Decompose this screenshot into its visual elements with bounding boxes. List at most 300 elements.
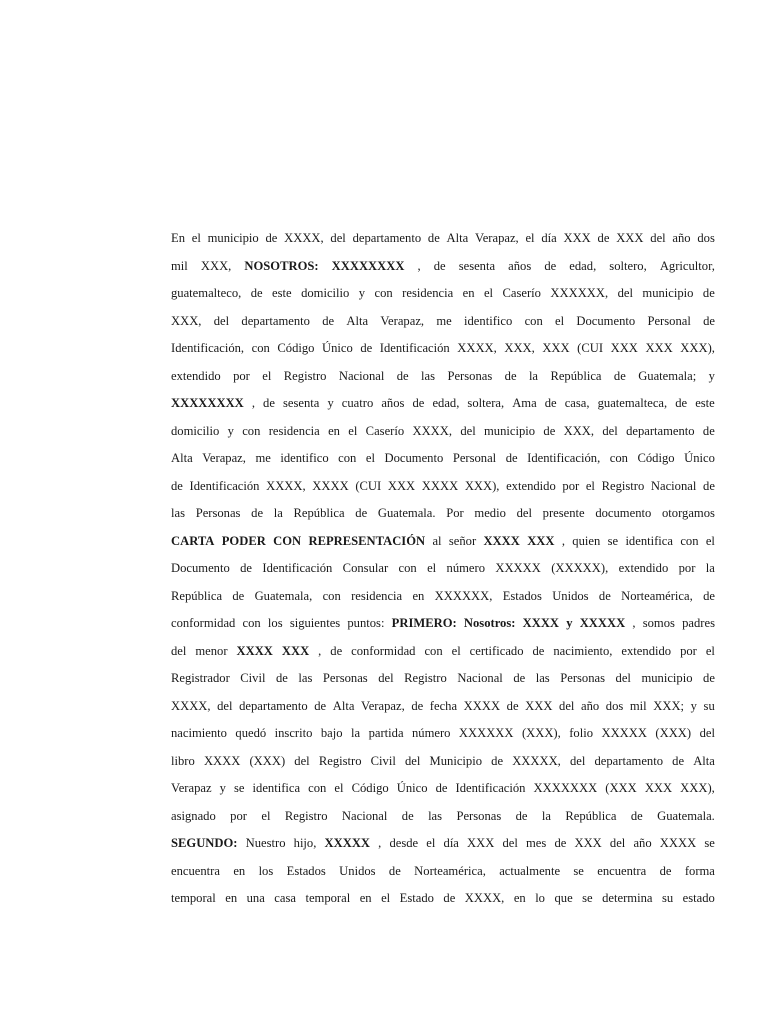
document-word: presente bbox=[542, 506, 585, 520]
document-word: con bbox=[338, 451, 357, 465]
document-word: Identificación bbox=[262, 561, 333, 575]
document-word: residencia bbox=[402, 286, 454, 300]
document-word: Alta bbox=[332, 698, 355, 713]
document-word: XXX bbox=[616, 231, 644, 245]
document-word: de bbox=[314, 698, 327, 713]
document-word: XXXXXX, bbox=[434, 588, 493, 603]
document-line bbox=[171, 225, 715, 253]
document-word: Verapaz, bbox=[202, 451, 246, 465]
document-word: Identificación bbox=[189, 478, 260, 493]
document-word: de bbox=[401, 808, 414, 823]
document-word: de bbox=[554, 836, 567, 850]
document-word: de bbox=[702, 286, 715, 300]
document-word: con bbox=[308, 781, 327, 795]
document-word: Municipio bbox=[429, 753, 483, 768]
document-word: del bbox=[405, 753, 421, 768]
document-word: partida bbox=[368, 726, 404, 740]
document-word: el bbox=[427, 561, 437, 575]
document-line bbox=[171, 610, 715, 638]
document-word: en bbox=[328, 423, 340, 438]
document-word: las bbox=[428, 808, 443, 823]
document-word: XXXX, bbox=[412, 423, 452, 438]
document-word: Alta bbox=[346, 313, 369, 328]
document-word: municipio bbox=[641, 671, 693, 685]
document-word: Consular bbox=[342, 561, 389, 575]
document-word: Nacional bbox=[341, 808, 388, 823]
document-word: de bbox=[265, 231, 278, 245]
document-word: quedó bbox=[235, 726, 267, 740]
document-word: (XXX) bbox=[249, 753, 286, 768]
document-word: la bbox=[541, 808, 551, 823]
document-word: Verapaz, bbox=[380, 313, 425, 328]
document-word: día bbox=[541, 231, 557, 245]
document-word: con bbox=[398, 561, 417, 575]
document-word: en bbox=[462, 286, 475, 300]
document-word: con bbox=[424, 643, 443, 658]
document-word: Unidos bbox=[552, 588, 589, 603]
document-word: de bbox=[703, 671, 715, 685]
document-word: el bbox=[555, 313, 565, 328]
document-word: Verapaz, bbox=[361, 698, 405, 713]
document-word: los bbox=[258, 863, 274, 878]
document-word: del bbox=[378, 671, 394, 685]
document-word: Código bbox=[277, 341, 315, 355]
document-word: de bbox=[597, 231, 610, 245]
document-word: temporal bbox=[305, 891, 351, 905]
document-word: dos bbox=[605, 698, 624, 713]
document-word: de bbox=[702, 423, 715, 438]
document-word: número bbox=[446, 561, 485, 575]
document-word: mil bbox=[171, 258, 188, 273]
document-word: con bbox=[242, 616, 261, 630]
document-word: XXX, bbox=[200, 258, 232, 273]
document-word: departamento bbox=[594, 753, 664, 768]
document-word: XXXXXX, bbox=[550, 286, 609, 300]
document-line bbox=[171, 390, 715, 418]
document-word: de bbox=[396, 368, 409, 383]
document-word: NOSOTROS: bbox=[244, 258, 319, 273]
document-word: Por bbox=[446, 506, 464, 520]
document-word: año bbox=[581, 698, 600, 713]
document-word: la bbox=[351, 726, 361, 740]
document-word: XXX, bbox=[504, 341, 535, 355]
document-word: XXXXX bbox=[579, 616, 626, 630]
document-word: por bbox=[680, 643, 697, 658]
document-word: XXX bbox=[281, 643, 310, 658]
document-word: Unidos bbox=[339, 863, 376, 878]
document-line bbox=[171, 748, 715, 776]
document-word: departamento bbox=[239, 698, 308, 713]
document-word: de bbox=[427, 231, 440, 245]
document-word: el bbox=[705, 643, 715, 658]
document-word: del bbox=[516, 506, 532, 520]
document-word: el bbox=[381, 891, 391, 905]
document-word: XXX bbox=[387, 478, 416, 493]
document-word: guatemalteco, bbox=[171, 286, 242, 300]
document-word: del bbox=[609, 836, 626, 850]
document-word: su bbox=[703, 698, 715, 713]
document-word: sesenta bbox=[283, 396, 320, 410]
document-word: XXXX bbox=[659, 836, 697, 850]
document-word: en bbox=[225, 891, 238, 905]
document-word: Guatemala. bbox=[377, 506, 436, 520]
document-word: casa, bbox=[564, 396, 590, 410]
document-word: XXX bbox=[467, 836, 495, 850]
document-word: Registro bbox=[601, 478, 645, 493]
document-word: Personas bbox=[447, 368, 493, 383]
document-word: guatemalteca, bbox=[597, 396, 668, 410]
document-word: Civil bbox=[370, 753, 396, 768]
document-word: , bbox=[417, 258, 421, 273]
document-word: Registro bbox=[318, 753, 362, 768]
document-word: de bbox=[388, 863, 401, 878]
document-word: menor bbox=[195, 643, 228, 658]
document-word: Código bbox=[351, 781, 389, 795]
document-line bbox=[171, 363, 715, 391]
document-word: se bbox=[704, 836, 715, 850]
document-word: Único bbox=[684, 451, 715, 465]
document-word: el bbox=[705, 533, 715, 548]
document-word: con bbox=[680, 533, 699, 548]
document-word: de bbox=[613, 368, 626, 383]
document-word: la bbox=[705, 561, 715, 575]
document-word: XXXXXXX bbox=[533, 781, 598, 795]
document-line bbox=[171, 858, 715, 886]
document-word: identifica bbox=[252, 781, 301, 795]
document-word: identifico bbox=[280, 451, 329, 465]
document-word: XXXXXX bbox=[458, 726, 514, 740]
document-word: del bbox=[569, 753, 586, 768]
document-word: los bbox=[267, 616, 283, 630]
document-word: señor bbox=[448, 533, 477, 548]
document-word: este bbox=[695, 396, 715, 410]
document-word: año bbox=[633, 836, 652, 850]
document-word: día bbox=[443, 836, 459, 850]
document-line bbox=[171, 253, 715, 281]
document-word: de bbox=[675, 396, 688, 410]
document-word: de bbox=[232, 588, 245, 603]
document-word: XXXX bbox=[483, 533, 520, 548]
document-word: en bbox=[359, 891, 372, 905]
document-line bbox=[171, 830, 715, 858]
document-word: por bbox=[233, 368, 250, 383]
document-word: actualmente bbox=[499, 863, 561, 878]
document-word: XXX bbox=[644, 781, 673, 795]
document-word: Guatemala; bbox=[638, 368, 697, 383]
document-word: de bbox=[506, 698, 519, 713]
document-word: de bbox=[659, 863, 672, 878]
document-word: las bbox=[535, 671, 550, 685]
document-word: las bbox=[421, 368, 436, 383]
document-word: y bbox=[708, 368, 715, 383]
document-word: desde bbox=[389, 836, 419, 850]
document-word: de bbox=[251, 506, 264, 520]
document-word: al bbox=[432, 533, 442, 548]
document-word: CARTA bbox=[171, 533, 215, 548]
document-word: CON bbox=[273, 533, 302, 548]
document-line bbox=[171, 308, 715, 336]
document-word: de bbox=[276, 671, 288, 685]
document-word: documento bbox=[595, 506, 652, 520]
document-word: se bbox=[607, 533, 619, 548]
document-word: Nuestro bbox=[245, 836, 286, 850]
document-word: Estado bbox=[399, 891, 434, 905]
document-word: del bbox=[502, 836, 518, 850]
document-word: el bbox=[262, 368, 272, 383]
document-word: temporal bbox=[171, 891, 216, 905]
document-word: el bbox=[334, 781, 344, 795]
document-word: de bbox=[543, 423, 556, 438]
document-word: municipio bbox=[484, 423, 536, 438]
document-word: Personas bbox=[456, 808, 502, 823]
document-word: XXX), bbox=[464, 478, 500, 493]
document-word: la bbox=[528, 368, 539, 383]
document-word: XXXX bbox=[312, 478, 349, 493]
document-word: de bbox=[240, 561, 253, 575]
document-word: casa bbox=[274, 891, 296, 905]
document-word: con bbox=[322, 588, 341, 603]
document-line bbox=[171, 528, 715, 556]
document-word: SEGUNDO: bbox=[171, 836, 238, 850]
document-word: Nacional bbox=[650, 478, 697, 493]
document-word: padres bbox=[682, 616, 715, 630]
document-word: libro bbox=[171, 753, 195, 768]
document-word: (XXX) bbox=[655, 726, 692, 740]
document-word: mil bbox=[629, 698, 647, 713]
document-word: encuentra bbox=[597, 863, 647, 878]
document-word: el bbox=[348, 423, 358, 438]
document-word: el bbox=[365, 451, 375, 465]
document-word: En bbox=[171, 231, 185, 245]
document-line bbox=[171, 280, 715, 308]
document-word: Alta bbox=[693, 753, 715, 768]
document-word: Agricultor, bbox=[659, 258, 715, 273]
document-word: sesenta bbox=[458, 258, 496, 273]
document-word: Guatemala. bbox=[657, 808, 715, 823]
document-word: de bbox=[703, 313, 715, 328]
document-word: XXXX, bbox=[266, 478, 306, 493]
document-word: Norteamérica, bbox=[621, 588, 693, 603]
document-word: Personas bbox=[560, 671, 606, 685]
document-word: Nosotros: bbox=[463, 616, 516, 630]
document-line bbox=[171, 720, 715, 748]
document-word: XXXXXXXX bbox=[331, 258, 405, 273]
document-word: XXX), bbox=[680, 781, 715, 795]
document-word: XXX bbox=[574, 836, 602, 850]
document-word: medio bbox=[474, 506, 506, 520]
document-word: de bbox=[598, 588, 611, 603]
document-word: de bbox=[504, 368, 517, 383]
document-word: XXXX bbox=[463, 698, 501, 713]
document-word: (CUI bbox=[577, 341, 604, 355]
document-word: , bbox=[251, 396, 255, 410]
document-word: las bbox=[298, 671, 313, 685]
document-word: se bbox=[582, 891, 593, 905]
document-word: Personal bbox=[647, 313, 691, 328]
document-word: XXXXXXXX bbox=[171, 396, 244, 410]
document-word: del bbox=[617, 286, 633, 300]
document-word: Personas bbox=[322, 671, 368, 685]
document-word: siguientes bbox=[289, 616, 341, 630]
document-word: somos bbox=[642, 616, 675, 630]
document-word: XXXX, bbox=[457, 341, 497, 355]
document-word: XXXXX bbox=[495, 561, 541, 575]
document-word: PODER bbox=[221, 533, 266, 548]
document-word: municipio bbox=[642, 286, 694, 300]
document-body bbox=[171, 225, 715, 913]
document-word: su bbox=[661, 891, 674, 905]
document-word: identifico bbox=[464, 313, 513, 328]
document-line bbox=[171, 473, 715, 501]
document-word: me bbox=[436, 313, 452, 328]
document-word: departamento bbox=[241, 313, 310, 328]
document-word: XXXX bbox=[522, 616, 560, 630]
document-word: Único bbox=[396, 781, 428, 795]
document-word: del bbox=[615, 671, 631, 685]
document-word: , bbox=[632, 616, 636, 630]
document-word: que bbox=[554, 891, 573, 905]
document-word: número bbox=[411, 726, 451, 740]
document-word: hijo, bbox=[293, 836, 317, 850]
document-word: por bbox=[230, 808, 247, 823]
document-word: (CUI bbox=[355, 478, 382, 493]
document-word: de bbox=[443, 891, 456, 905]
document-word: quien bbox=[572, 533, 601, 548]
document-word: en bbox=[412, 588, 425, 603]
document-word: Identificación, bbox=[527, 451, 601, 465]
document-word: extendido bbox=[621, 643, 672, 658]
document-word: edad, bbox=[569, 258, 597, 273]
document-word: XXXXX bbox=[601, 726, 647, 740]
document-word: nacimiento bbox=[171, 726, 227, 740]
document-word: Caserío bbox=[365, 423, 405, 438]
document-word: XXX bbox=[527, 533, 555, 548]
document-word: (XXX bbox=[605, 781, 637, 795]
document-word: y bbox=[566, 616, 573, 630]
document-word: de bbox=[411, 698, 424, 713]
document-word: Registro bbox=[284, 808, 328, 823]
document-word: de bbox=[412, 396, 425, 410]
document-word: de bbox=[513, 671, 526, 685]
document-word: XXX bbox=[645, 341, 673, 355]
document-word: de bbox=[544, 396, 557, 410]
document-word: con bbox=[609, 451, 628, 465]
document-word: determina bbox=[602, 891, 653, 905]
document-word: estado bbox=[682, 891, 715, 905]
document-word: las bbox=[171, 506, 185, 520]
document-word: de bbox=[171, 478, 183, 493]
document-word: de bbox=[672, 753, 685, 768]
document-word: de bbox=[322, 313, 335, 328]
document-word: , bbox=[318, 643, 322, 658]
document-word: del bbox=[699, 726, 715, 740]
document-word: XXXX, bbox=[284, 231, 324, 245]
document-word: del bbox=[559, 698, 575, 713]
document-word: dos bbox=[697, 231, 715, 245]
document-word: mes bbox=[526, 836, 547, 850]
document-word: Registro bbox=[283, 368, 327, 383]
document-word: Guatemala, bbox=[254, 588, 313, 603]
document-word: con bbox=[251, 341, 270, 355]
document-word: Documento bbox=[384, 451, 444, 465]
document-word: por bbox=[678, 561, 696, 575]
document-word: XXXX bbox=[421, 478, 459, 493]
document-word: Identificación bbox=[455, 781, 526, 795]
document-word: nacimiento, bbox=[553, 643, 613, 658]
document-word: soltera, bbox=[467, 396, 505, 410]
document-word: bajo bbox=[320, 726, 343, 740]
document-word: XXXXX bbox=[324, 836, 371, 850]
document-word: residencia bbox=[268, 423, 320, 438]
document-word: identifica bbox=[625, 533, 673, 548]
document-word: extendido bbox=[171, 368, 221, 383]
document-word: el bbox=[191, 231, 201, 245]
document-word: año bbox=[672, 231, 691, 245]
document-word: años bbox=[508, 258, 532, 273]
document-word: edad, bbox=[432, 396, 460, 410]
document-word: Ama bbox=[512, 396, 537, 410]
document-word: de bbox=[355, 506, 368, 520]
document-word: conformidad bbox=[171, 616, 236, 630]
document-word: XXXX bbox=[236, 643, 273, 658]
document-word: el bbox=[426, 836, 436, 850]
document-word: departamento bbox=[352, 231, 422, 245]
document-line bbox=[171, 638, 715, 666]
document-word: de bbox=[630, 808, 643, 823]
document-word: Identificación, bbox=[171, 341, 245, 355]
document-word: conformidad bbox=[351, 643, 416, 658]
document-line bbox=[171, 500, 715, 528]
document-word: Único bbox=[322, 341, 353, 355]
document-word: XXXX, bbox=[171, 698, 211, 713]
document-word: Estados bbox=[286, 863, 326, 878]
document-word: el bbox=[525, 231, 535, 245]
document-word: encuentra bbox=[171, 863, 220, 878]
document-word: XXXXX, bbox=[512, 753, 561, 768]
document-word: XXX, bbox=[563, 423, 595, 438]
document-word: Identificación bbox=[379, 341, 450, 355]
document-word: Código bbox=[637, 451, 675, 465]
document-word: de bbox=[491, 753, 504, 768]
document-word: forma bbox=[684, 863, 715, 878]
document-word: extendido bbox=[618, 561, 669, 575]
document-word: REPRESENTACIÓN bbox=[308, 533, 426, 548]
document-word: Personal bbox=[452, 451, 497, 465]
document-word: domicilio bbox=[171, 423, 220, 438]
document-word: de bbox=[505, 451, 518, 465]
document-word: el bbox=[451, 643, 461, 658]
document-word: y bbox=[219, 781, 226, 795]
document-word: residencia bbox=[351, 588, 403, 603]
document-word: el bbox=[585, 478, 595, 493]
document-word: República bbox=[171, 588, 223, 603]
document-word: Norteamérica, bbox=[414, 863, 486, 878]
document-word: de bbox=[532, 643, 545, 658]
document-word: XXX bbox=[542, 341, 570, 355]
document-word: República bbox=[550, 368, 602, 383]
document-word: con bbox=[524, 313, 543, 328]
document-word: y bbox=[690, 698, 697, 713]
document-word: XXX), bbox=[680, 341, 715, 355]
document-word: certificado bbox=[469, 643, 524, 658]
document-word: del bbox=[460, 423, 476, 438]
document-line bbox=[171, 555, 715, 583]
document-word: soltero, bbox=[609, 258, 647, 273]
document-word: asignado bbox=[171, 808, 216, 823]
document-word: Estados bbox=[502, 588, 542, 603]
document-word: República bbox=[293, 506, 345, 520]
document-word: Personas bbox=[195, 506, 241, 520]
